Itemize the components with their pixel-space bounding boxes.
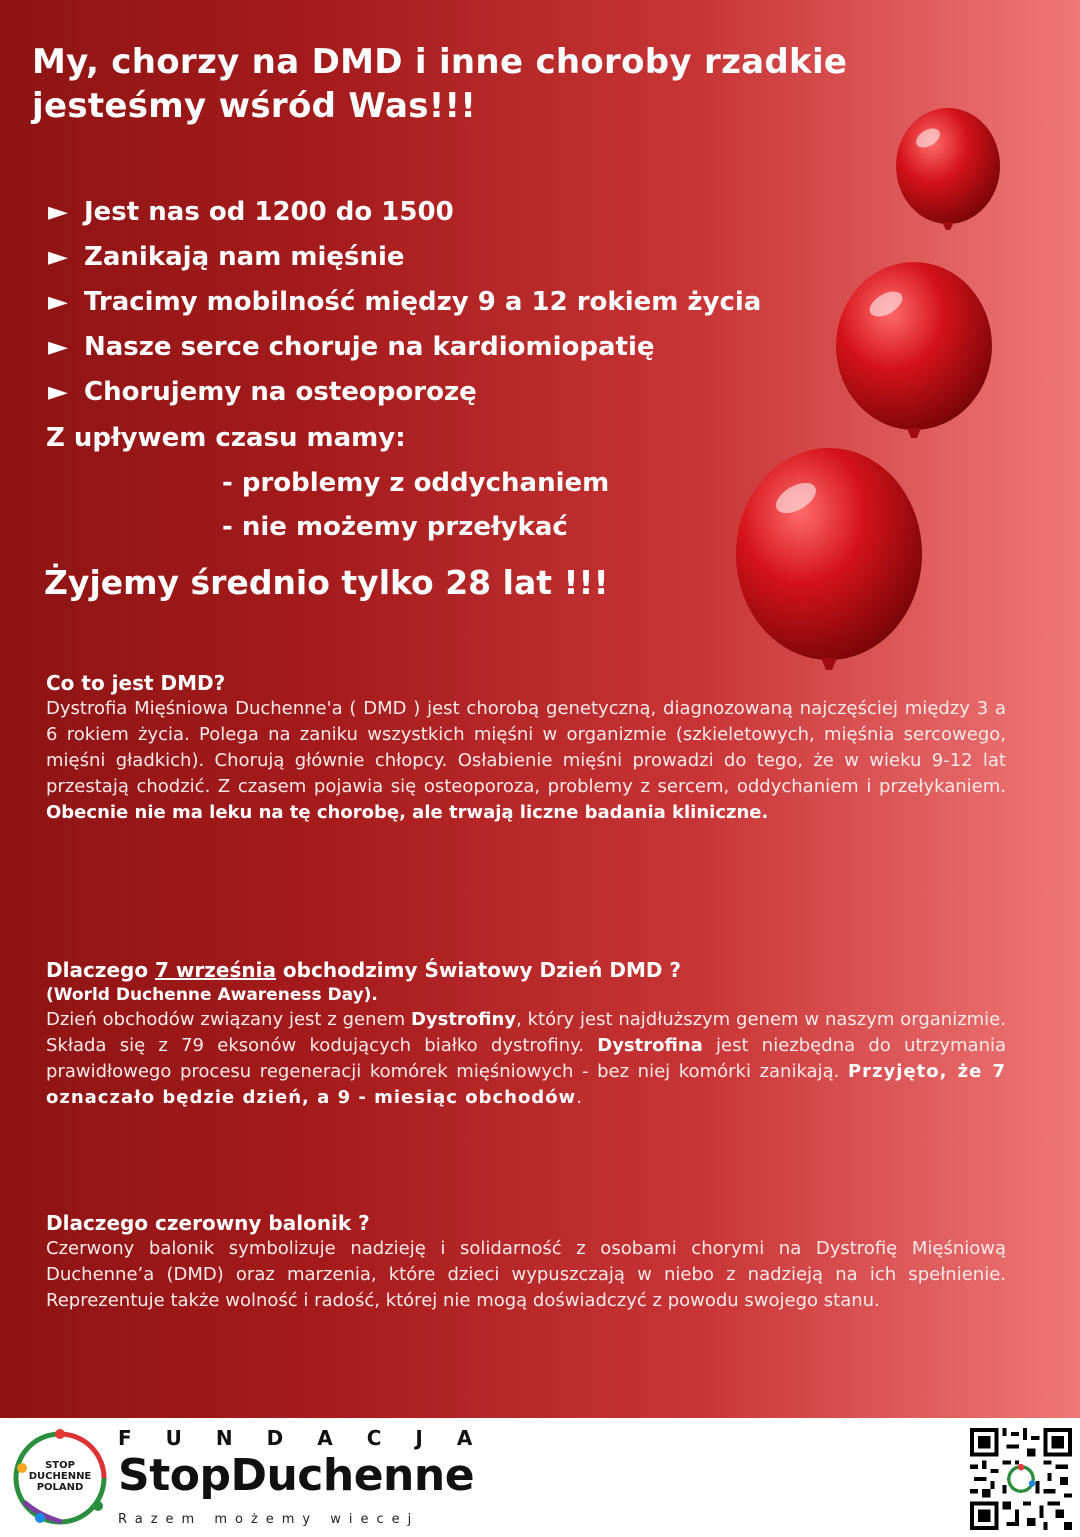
- awareness-date: 7 września: [155, 958, 276, 982]
- with-time-item: - problemy z oddychaniem: [222, 468, 610, 498]
- section-body-bold: Przyjęto, że 7 oznaczało będzie dzień, a 9 - miesiąc obchodów: [46, 1061, 1006, 1108]
- bullet-arrow-icon: ►: [48, 242, 68, 272]
- list-item: ► Chorujemy na osteoporozę: [48, 370, 868, 415]
- logo-text: STOP DUCHENNE POLAND: [28, 1460, 92, 1493]
- headline-line-1: My, chorzy na DMD i inne choroby rzadkie: [32, 42, 848, 82]
- section-body: Dzień obchodów związany jest z genem Dystrofiny, który jest najdłuższym genem w naszym organizmie. Składa się z 79 eksonów kodujących białko dystrofiny. Dystrofina jest niezbędna do utrzymania prawidłowego procesu regeneracji komórek mięśniowych - bez niej komórki zanikają. Przyjęto, że 7 oznaczało będzie dzień, a 9 - miesiąc obchodów.: [46, 1009, 1007, 1108]
- section-body: Dystrofia Mięśniowa Duchenne'a ( DMD ) jest chorobą genetyczną, diagnozowaną najczęściej między 3 a 6 rokiem życia. Polega na zaniku wszystkich mięśni w organizmie (szkieletowych, mięśnia sercowego, mięśni gładkich). Chorują głównie chłopcy. Osłabienie mięśni prowadzi do tego, że w wieku 9-12 lat przestają chodzić. Z czasem pojawia się osteoporoza, problemy z sercem, oddychaniem i przełykaniem. Obecnie nie ma leku na tę chorobę, ale trwają liczne badania kliniczne.: [46, 698, 1006, 823]
- with-time-item: - nie możemy przełykać: [222, 512, 568, 542]
- with-time-intro: Z upływem czasu mamy:: [46, 423, 406, 453]
- bullet-arrow-icon: ►: [48, 377, 68, 407]
- bullet-arrow-icon: ►: [48, 287, 68, 317]
- facts-list: [48, 190, 868, 415]
- section-subtitle: (World Duchenne Awareness Day).: [46, 985, 378, 1005]
- section-body: Czerwony balonik symbolizuje nadzieję i solidarność z osobami chorymi na Dystrofię Mięśniową Duchenne’a (DMD) oraz marzenia, które dzieci wypuszczają w niebo z nadzieją na ich spełnienie. Reprezentuje także wolność i radość, której nie mogą doświadczyć z powodu swojego stanu.: [46, 1238, 1006, 1311]
- section-body-bold: Obecnie nie ma leku na tę chorobę, ale trwają liczne badania kliniczne.: [46, 802, 769, 823]
- headline: [32, 40, 1062, 128]
- list-item: ► Jest nas od 1200 do 1500: [48, 190, 868, 235]
- section-title: Co to jest DMD?: [46, 671, 226, 695]
- tagline: Razem możemy wiecej: [118, 1512, 420, 1527]
- footer: [0, 1418, 1080, 1537]
- balloon-icon: [888, 108, 1008, 258]
- bullet-arrow-icon: ►: [48, 197, 68, 227]
- balloon-icon: [734, 446, 924, 678]
- lifespan-statement: Żyjemy średnio tylko 28 lat !!!: [44, 563, 609, 602]
- list-item: ► Zanikają nam mięśnie: [48, 235, 868, 280]
- section-title: Dlaczego czerowny balonik ?: [46, 1211, 370, 1235]
- section-title: Dlaczego 7 września obchodzimy Światowy Dzień DMD ?: [46, 958, 682, 982]
- list-item: ► Nasze serce choruje na kardiomiopatię: [48, 325, 868, 370]
- headline-line-2: jesteśmy wśród Was!!!: [32, 86, 477, 126]
- qr-code-icon: [970, 1428, 1072, 1530]
- section-why-september-7: [46, 957, 1006, 1111]
- section-why-red-balloon: [46, 1210, 1006, 1314]
- brand-name: StopDuchenne: [118, 1450, 475, 1501]
- list-item: ► Tracimy mobilność między 9 a 12 rokiem życia: [48, 280, 868, 325]
- foundation-label: FUNDACJA: [118, 1426, 507, 1450]
- section-what-is-dmd: [46, 670, 1006, 826]
- bullet-arrow-icon: ►: [48, 332, 68, 362]
